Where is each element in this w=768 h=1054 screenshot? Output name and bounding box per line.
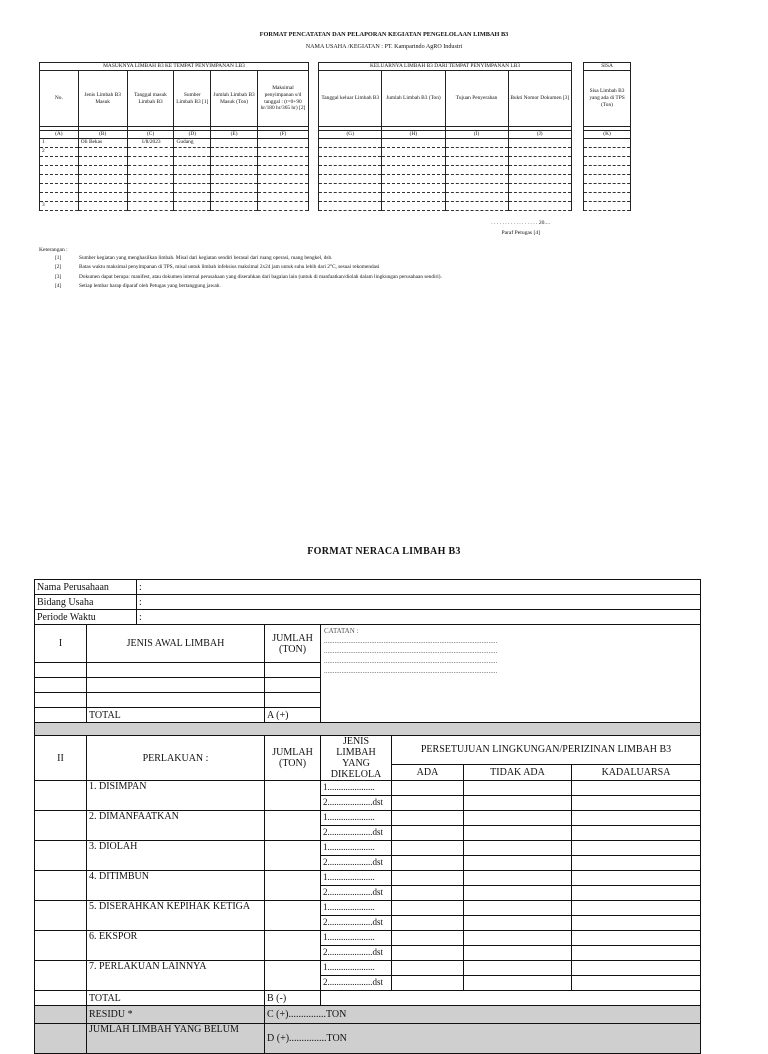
code-e: (E)	[211, 131, 258, 139]
info-value: :	[137, 580, 701, 595]
perlakuan-row: 1. DISIMPAN 1.....................	[35, 781, 701, 796]
code-a: (A)	[40, 131, 79, 139]
perlakuan-row: 2. DIMANFAATKAN 1.....................	[35, 811, 701, 826]
section1-total-value: A (+)	[265, 708, 321, 723]
section2-jenis: JENIS LIMBAH YANG DIKELOLA	[321, 736, 392, 781]
code-h: (H)	[382, 131, 445, 139]
header-tanggal-masuk: Tanggal masuk Limbah B3	[127, 71, 174, 127]
info-row	[35, 595, 701, 610]
code-i: (I)	[445, 131, 508, 139]
notes-title: Keterangan :	[39, 247, 68, 253]
column-gap	[571, 63, 583, 139]
belum-row	[35, 1024, 701, 1054]
section1-total-label: TOTAL	[87, 708, 265, 723]
table-row	[40, 183, 631, 192]
section2-header-row	[35, 736, 701, 765]
perlakuan-row: 4. DITIMBUN 1.....................	[35, 871, 701, 886]
col-tidak-ada: TIDAK ADA	[464, 764, 572, 780]
header-bukti: Bukti Nomor Dokumen [3]	[508, 71, 571, 127]
section1-number: I	[35, 625, 87, 663]
note-item: [3] Dokumen dapat berupa: manifest, atau dokumen internal perusahaan yang diserahkan dari bagaian lain (untuk di manfaatkan/diolah dalam lingkungan perusahaan sendiri).	[55, 274, 442, 280]
section1-jumlah: JUMLAH (TON)	[265, 625, 321, 663]
separator-row	[35, 723, 701, 736]
group-masuk: MASUKNYA LIMBAH B3 KE TEMPAT PENYIMPANAN LB3	[40, 63, 309, 71]
code-g: (G)	[319, 131, 382, 139]
code-c: (C)	[127, 131, 174, 139]
header-jumlah-masuk: Jumlah Limbah B3 Masuk (Ton)	[211, 71, 258, 127]
perlakuan-label: 5. DISERAHKAN KEPIHAK KETIGA	[87, 901, 265, 931]
section2-persetujuan: PERSETUJUAN LINGKUNGAN/PERIZINAN LIMBAH B3	[392, 736, 701, 765]
perlakuan-label: 4. DITIMBUN	[87, 871, 265, 901]
perlakuan-label: 6. EKSPOR	[87, 931, 265, 961]
header-sumber: Sumber Limbah B3 [1]	[174, 71, 211, 127]
row-tanggal: 1/8/2023	[127, 138, 174, 147]
col-ada: ADA	[392, 764, 464, 780]
info-row	[35, 580, 701, 595]
note-item: [1] Sumber kegiatan yang menghasilkan limbah. Misal dari kegiatan sendiri berasal dari ruang operasi, ruang bengkel, dsb.	[55, 255, 333, 261]
group-sisa: SISA	[584, 63, 631, 71]
perlakuan-label: 1. DISIMPAN	[87, 781, 265, 811]
info-label: Bidang Usaha	[35, 595, 137, 610]
perlakuan-row: 3. DIOLAH 1.....................	[35, 841, 701, 856]
sign-label: Paraf Petugas [4]	[501, 230, 540, 236]
perlakuan-label: 2. DIMANFAATKAN	[87, 811, 265, 841]
header-jenis-masuk: Jenis Limbah B3 Masuk	[78, 71, 127, 127]
code-j: (J)	[508, 131, 571, 139]
perlakuan-row: 6. EKSPOR 1.....................	[35, 931, 701, 946]
info-row	[35, 610, 701, 625]
perlakuan-label: 3. DIOLAH	[87, 841, 265, 871]
group-header-row	[40, 63, 631, 71]
page2-title: FORMAT NERACA LIMBAH B3	[307, 546, 461, 557]
code-d: (D)	[174, 131, 211, 139]
info-value: :	[137, 610, 701, 625]
table-row	[40, 138, 631, 147]
code-b: (B)	[78, 131, 127, 139]
page1-subtitle: NAMA USAHA /KEGIATAN : PT. Kamparindo AgRO Industri	[305, 44, 463, 50]
header-sisa: Sisa Limbah B3 yang ada di TPS (Ton)	[584, 71, 631, 127]
section2-jumlah: JUMLAH (TON)	[265, 736, 321, 781]
section1-title: JENIS AWAL LIMBAH	[87, 625, 265, 663]
table-row	[40, 174, 631, 183]
note-item: [4] Setiap lembar harap diparaf oleh Petugas yang bertanggung jawab.	[55, 283, 221, 289]
header-jumlah-keluar: Jumlah Limbah B3 (Ton)	[382, 71, 445, 127]
note-item: [2] Batas waktu maksimal penyimpanan di TPS, misal untuk limbah infeksius maksimal 2x24 jam untuk suhu lebih dari 2°C, sesuai rekomendasi	[55, 264, 380, 270]
residu-row	[35, 1006, 701, 1024]
perlakuan-row: 2....................dst	[35, 946, 701, 961]
neraca-table	[34, 579, 701, 1054]
column-header-row	[40, 71, 631, 127]
perlakuan-row: 5. DISERAHKAN KEPIHAK KETIGA 1.....................	[35, 901, 701, 916]
header-tanggal-keluar: Tanggal keluar Limbah B3	[319, 71, 382, 127]
sign-date: . . . . . . . . . . . . . . . . . 20....	[491, 220, 550, 226]
row-no: 2	[40, 147, 79, 156]
table-row	[40, 192, 631, 201]
table-row	[40, 147, 631, 156]
residu-label: RESIDU *	[87, 1006, 265, 1024]
residu-value: C (+)...............TON	[265, 1006, 701, 1024]
code-k: (K)	[584, 131, 631, 139]
row-jenis: Oli Bekas	[78, 138, 127, 147]
table-row	[40, 156, 631, 165]
perlakuan-label: 7. PERLAKUAN LAINNYA	[87, 961, 265, 991]
code-f: (F)	[258, 131, 309, 139]
header-maksimal: Maksimal penyimpanan s/d tanggal : (t=0+90 hr/180 hr/365 hr) [2]	[258, 71, 309, 127]
info-value: :	[137, 595, 701, 610]
perlakuan-row: 2....................dst	[35, 796, 701, 811]
pencatatan-table	[39, 62, 631, 211]
col-kadaluarsa: KADALUARSA	[572, 764, 701, 780]
table-row	[40, 165, 631, 174]
row-no: 3	[40, 201, 79, 210]
info-label: Nama Perusahaan	[35, 580, 137, 595]
perlakuan-row: 2....................dst	[35, 976, 701, 991]
catatan-box: CATATAN : ................................................................................................... ................................................................................................... ................................................................................................... ...................................................................................................	[321, 625, 701, 723]
section2-total-label: TOTAL	[87, 991, 265, 1006]
catatan-label: CATATAN :	[324, 627, 359, 635]
perlakuan-row: 2....................dst	[35, 856, 701, 871]
table-row	[40, 201, 631, 210]
perlakuan-row: 7. PERLAKUAN LAINNYA 1.....................	[35, 961, 701, 976]
section2-number: II	[35, 736, 87, 781]
row-sumber: Gudang	[174, 138, 211, 147]
perlakuan-row: 2....................dst	[35, 916, 701, 931]
row-no: 1	[40, 138, 79, 147]
header-tujuan: Tujuan Penyerahan	[445, 71, 508, 127]
belum-label: JUMLAH LIMBAH YANG BELUM	[87, 1024, 265, 1054]
info-label: Periode Waktu	[35, 610, 137, 625]
code-row	[40, 131, 631, 139]
page1-title: FORMAT PENCATATAN DAN PELAPORAN KEGIATAN PENGELOLAAN LIMBAH B3	[259, 31, 509, 38]
header-no: No.	[40, 71, 79, 127]
section2-total-row	[35, 991, 701, 1006]
section1-header-row	[35, 625, 701, 663]
perlakuan-row: 2....................dst	[35, 886, 701, 901]
section2-title: PERLAKUAN :	[87, 736, 265, 781]
belum-value: D (+)...............TON	[265, 1024, 701, 1054]
section2-total-value: B (-)	[265, 991, 321, 1006]
column-gap	[308, 63, 318, 139]
perlakuan-row: 2....................dst	[35, 826, 701, 841]
group-keluar: KELUARNYA LIMBAH B3 DARI TEMPAT PENYIMPANAN LB3	[319, 63, 572, 71]
